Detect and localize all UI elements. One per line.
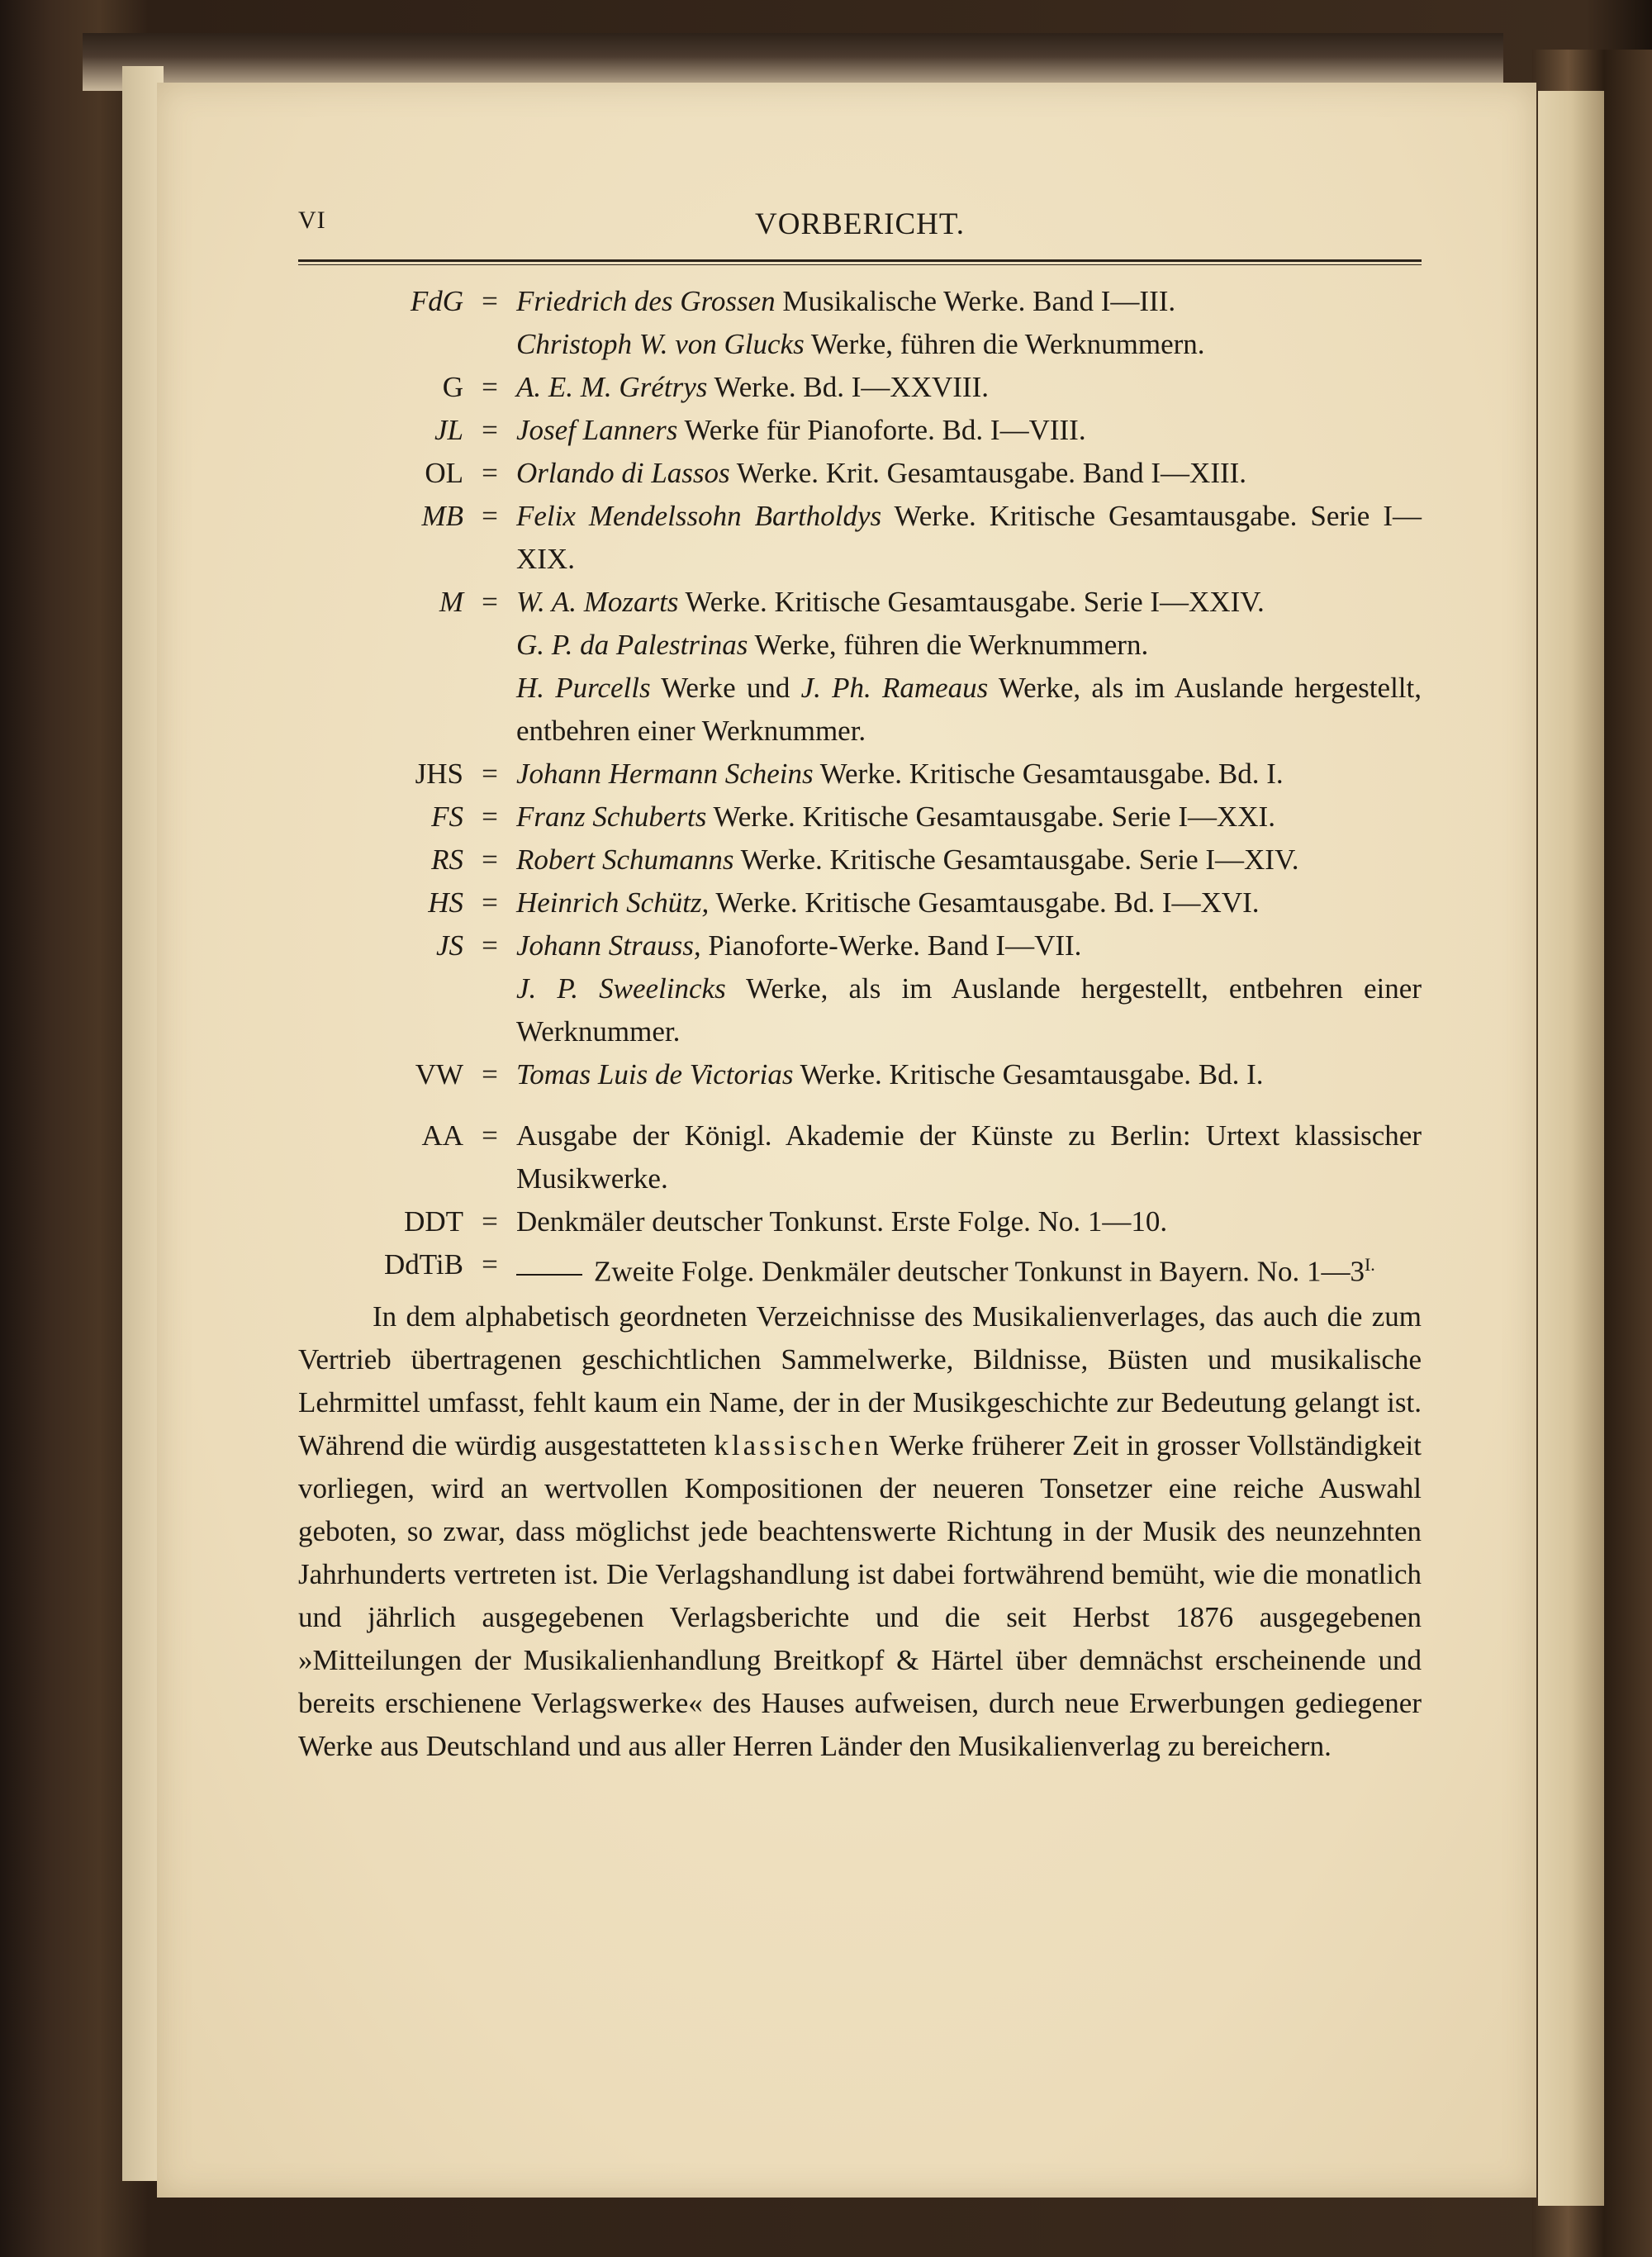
ditto-dash <box>516 1274 582 1276</box>
collection-entry <box>298 1114 1422 1200</box>
abbreviation-entry <box>298 280 1422 323</box>
composer-name: Heinrich Schütz, <box>516 886 710 919</box>
entry-description <box>516 967 1422 1053</box>
entry-text: Werke. Kritische Gesamtausgabe. Bd. I—XVI. <box>709 886 1260 919</box>
entry-text: Werke, führen die Werknummern. <box>804 328 1205 360</box>
entry-abbreviation <box>298 667 463 753</box>
entry-abbreviation: G <box>442 371 463 403</box>
equals-sign <box>463 967 516 1053</box>
entry-abbreviation: AA <box>421 1119 463 1152</box>
entry-abbreviation <box>298 323 463 366</box>
entry-description <box>516 624 1422 667</box>
entry-abbreviation: M <box>439 586 463 618</box>
entry-text: Werke, als im Auslande hergestellt, entbehren einer Werknummer. <box>516 972 1422 1048</box>
entry-text: Werke, führen die Werknummern. <box>748 629 1149 661</box>
entry-text: Pianoforte-Werke. Band I—VII. <box>700 929 1082 962</box>
page-content <box>298 207 1422 1768</box>
entry-description <box>516 753 1422 796</box>
equals-sign: = <box>482 586 498 618</box>
entry-text: Werke. Kritische Gesamtausgabe. Serie I—XXI. <box>706 801 1275 833</box>
entry-description <box>516 1053 1422 1096</box>
entry-abbreviation: FdG <box>410 285 463 317</box>
entry-abbreviation: VW <box>415 1058 463 1090</box>
abbreviation-entry <box>298 796 1422 839</box>
entry-text: Werke. Kritische Gesamtausgabe. Bd. I. <box>813 758 1284 790</box>
header-rule <box>298 259 1422 265</box>
entry-text: Werke. Kritische Gesamtausgabe. Serie I—XXIV. <box>678 586 1265 618</box>
entry-description <box>516 409 1422 452</box>
paragraph-text-end: Werke früherer Zeit in grosser Vollständigkeit vorliegen, wird an wertvollen Kompositionen der neueren Tonsetzer eine reiche Auswahl geboten, so zwar, dass möglichst jede beachtenswerte Richtung in der Musik des neunzehnten Jahrhunderts vertreten ist. Die Verlagshandlung ist dabei fortwährend bemüht, wie die monatlich und jährlich ausgegebenen Verlagsberichte und die seit Herbst 1876 ausgegebenen »Mitteilungen der Musikalienhandlung Breitkopf & Härtel über demnächst erscheinende und bereits erschienene Verlagswerke« des Hauses aufweisen, durch neue Erwerbungen gediegener Werke aus Deutschland und aus aller Herren Länder den Musikalienverlag zu bereichern. <box>298 1428 1422 1762</box>
entry-description <box>516 1200 1422 1243</box>
entry-abbreviation: OL <box>425 457 463 489</box>
composer-name: J. Ph. Rameaus <box>800 672 989 704</box>
equals-sign: = <box>482 758 498 790</box>
entry-text: Werke. Krit. Gesamtausgabe. Band I—XIII. <box>729 457 1247 489</box>
composer-name: Franz Schuberts <box>516 801 707 833</box>
entry-description <box>516 924 1422 967</box>
equals-sign: = <box>482 1119 498 1152</box>
abbreviation-entry <box>298 753 1422 796</box>
entry-text: Werke. Kritische Gesamtausgabe. Bd. I. <box>793 1058 1264 1090</box>
entry-text: Werke und <box>650 672 801 704</box>
entry-abbreviation: MB <box>421 500 463 532</box>
body-paragraph <box>298 1295 1422 1768</box>
running-header <box>298 207 1422 256</box>
paragraph-text-start: In dem alphabetisch geordneten Verzeichnisse des Musikalienverlages, das auch die zum Vertrieb übertragenen geschichtlichen Sammelwerke, Bildnisse, Büsten und musikalische Lehrmittel umfasst, fehlt kaum ein Name, der in der Musikgeschichte zur Bedeutung gelangt ist. Während die würdig ausgestatteten <box>298 1300 1422 1461</box>
entry-text: Musikalische Werke. Band I—III. <box>775 285 1176 317</box>
entry-text: Zweite Folge. Denkmäler deutscher Tonkunst in Bayern. No. 1—3 <box>594 1255 1365 1288</box>
composer-name: H. Purcells <box>516 672 651 704</box>
composer-name: A. E. M. Grétrys <box>516 371 708 403</box>
equals-sign: = <box>482 500 498 532</box>
equals-sign: = <box>482 457 498 489</box>
equals-sign: = <box>482 414 498 446</box>
equals-sign: = <box>482 1248 498 1281</box>
composer-name: Johann Strauss, <box>516 929 701 962</box>
entry-text: Werke für Pianoforte. Bd. I—VIII. <box>677 414 1086 446</box>
entry-text: Werke. Kritische Gesamtausgabe. Serie I—XIX. <box>516 500 1422 575</box>
equals-sign: = <box>482 886 498 919</box>
composer-name: Felix Mendelssohn Bartholdys <box>516 500 882 532</box>
entry-abbreviation: RS <box>431 843 463 876</box>
composer-name: G. P. da Palestrinas <box>516 629 748 661</box>
abbreviation-list <box>298 280 1422 1096</box>
entry-description <box>516 1114 1422 1200</box>
entry-abbreviation: DdTiB <box>384 1248 463 1281</box>
abbreviation-entry <box>298 667 1422 753</box>
collection-entry <box>298 1200 1422 1243</box>
entry-description <box>516 366 1422 409</box>
entry-description <box>516 581 1422 624</box>
entry-abbreviation <box>298 967 463 1053</box>
abbreviation-entry <box>298 881 1422 924</box>
abbreviation-entry <box>298 839 1422 881</box>
entry-abbreviation: JS <box>435 929 463 962</box>
entry-text: Werke. Bd. I—XXVIII. <box>707 371 989 403</box>
page-title: VORBERICHT. <box>755 207 965 241</box>
entry-description <box>516 796 1422 839</box>
composer-name: Christoph W. von Glucks <box>516 328 805 360</box>
abbreviation-entry <box>298 1053 1422 1096</box>
collection-list <box>298 1114 1422 1294</box>
composer-name: Friedrich des Grossen <box>516 285 776 317</box>
abbreviation-entry <box>298 924 1422 967</box>
abbreviation-entry <box>298 624 1422 667</box>
abbreviation-entry <box>298 323 1422 366</box>
abbreviation-entry <box>298 581 1422 624</box>
next-page-edge <box>1538 91 1604 2206</box>
collection-entry <box>298 1243 1422 1294</box>
entry-description <box>516 881 1422 924</box>
page-number: VI <box>298 207 326 234</box>
entry-abbreviation <box>298 624 463 667</box>
entry-abbreviation: JL <box>434 414 463 446</box>
equals-sign: = <box>482 801 498 833</box>
abbreviation-entry <box>298 366 1422 409</box>
entry-text: Denkmäler deutscher Tonkunst. Erste Folge. No. 1—10. <box>516 1205 1168 1238</box>
entry-description <box>516 280 1422 323</box>
entry-description <box>516 667 1422 753</box>
entry-text: Ausgabe der Königl. Akademie der Künste zu Berlin: Urtext klassischer Musikwerke. <box>516 1119 1422 1195</box>
equals-sign: = <box>482 843 498 876</box>
composer-name: Orlando di Lassos <box>516 457 730 489</box>
equals-sign <box>463 624 516 667</box>
composer-name: J. P. Sweelincks <box>516 972 726 1005</box>
equals-sign: = <box>482 1205 498 1238</box>
equals-sign: = <box>482 371 498 403</box>
equals-sign: = <box>482 285 498 317</box>
entry-description <box>516 1243 1422 1294</box>
paragraph-spaced-word: klassischen <box>714 1428 882 1461</box>
entry-text: Werke. Kritische Gesamtausgabe. Serie I—XIV. <box>733 843 1299 876</box>
entry-abbreviation: HS <box>428 886 463 919</box>
abbreviation-entry <box>298 495 1422 581</box>
composer-name: W. A. Mozarts <box>516 586 679 618</box>
entry-abbreviation: FS <box>431 801 463 833</box>
composer-name: Johann Hermann Scheins <box>516 758 814 790</box>
abbreviation-entry <box>298 409 1422 452</box>
superscript-mark: I. <box>1364 1254 1375 1275</box>
equals-sign: = <box>482 1058 498 1090</box>
entry-abbreviation: JHS <box>415 758 463 790</box>
entry-description <box>516 323 1422 366</box>
equals-sign <box>463 667 516 753</box>
section-gap <box>298 1096 1422 1114</box>
entry-description <box>516 839 1422 881</box>
composer-name: Robert Schumanns <box>516 843 734 876</box>
composer-name: Josef Lanners <box>516 414 678 446</box>
entry-text: Werke, als im Auslande hergestellt, entbehren einer Werknummer. <box>516 672 1422 747</box>
entry-description <box>516 452 1422 495</box>
entry-abbreviation: DDT <box>404 1205 463 1238</box>
equals-sign: = <box>482 929 498 962</box>
page <box>157 83 1536 2198</box>
composer-name: Tomas Luis de Victorias <box>516 1058 794 1090</box>
equals-sign <box>463 323 516 366</box>
entry-description <box>516 495 1422 581</box>
abbreviation-entry <box>298 452 1422 495</box>
abbreviation-entry <box>298 967 1422 1053</box>
